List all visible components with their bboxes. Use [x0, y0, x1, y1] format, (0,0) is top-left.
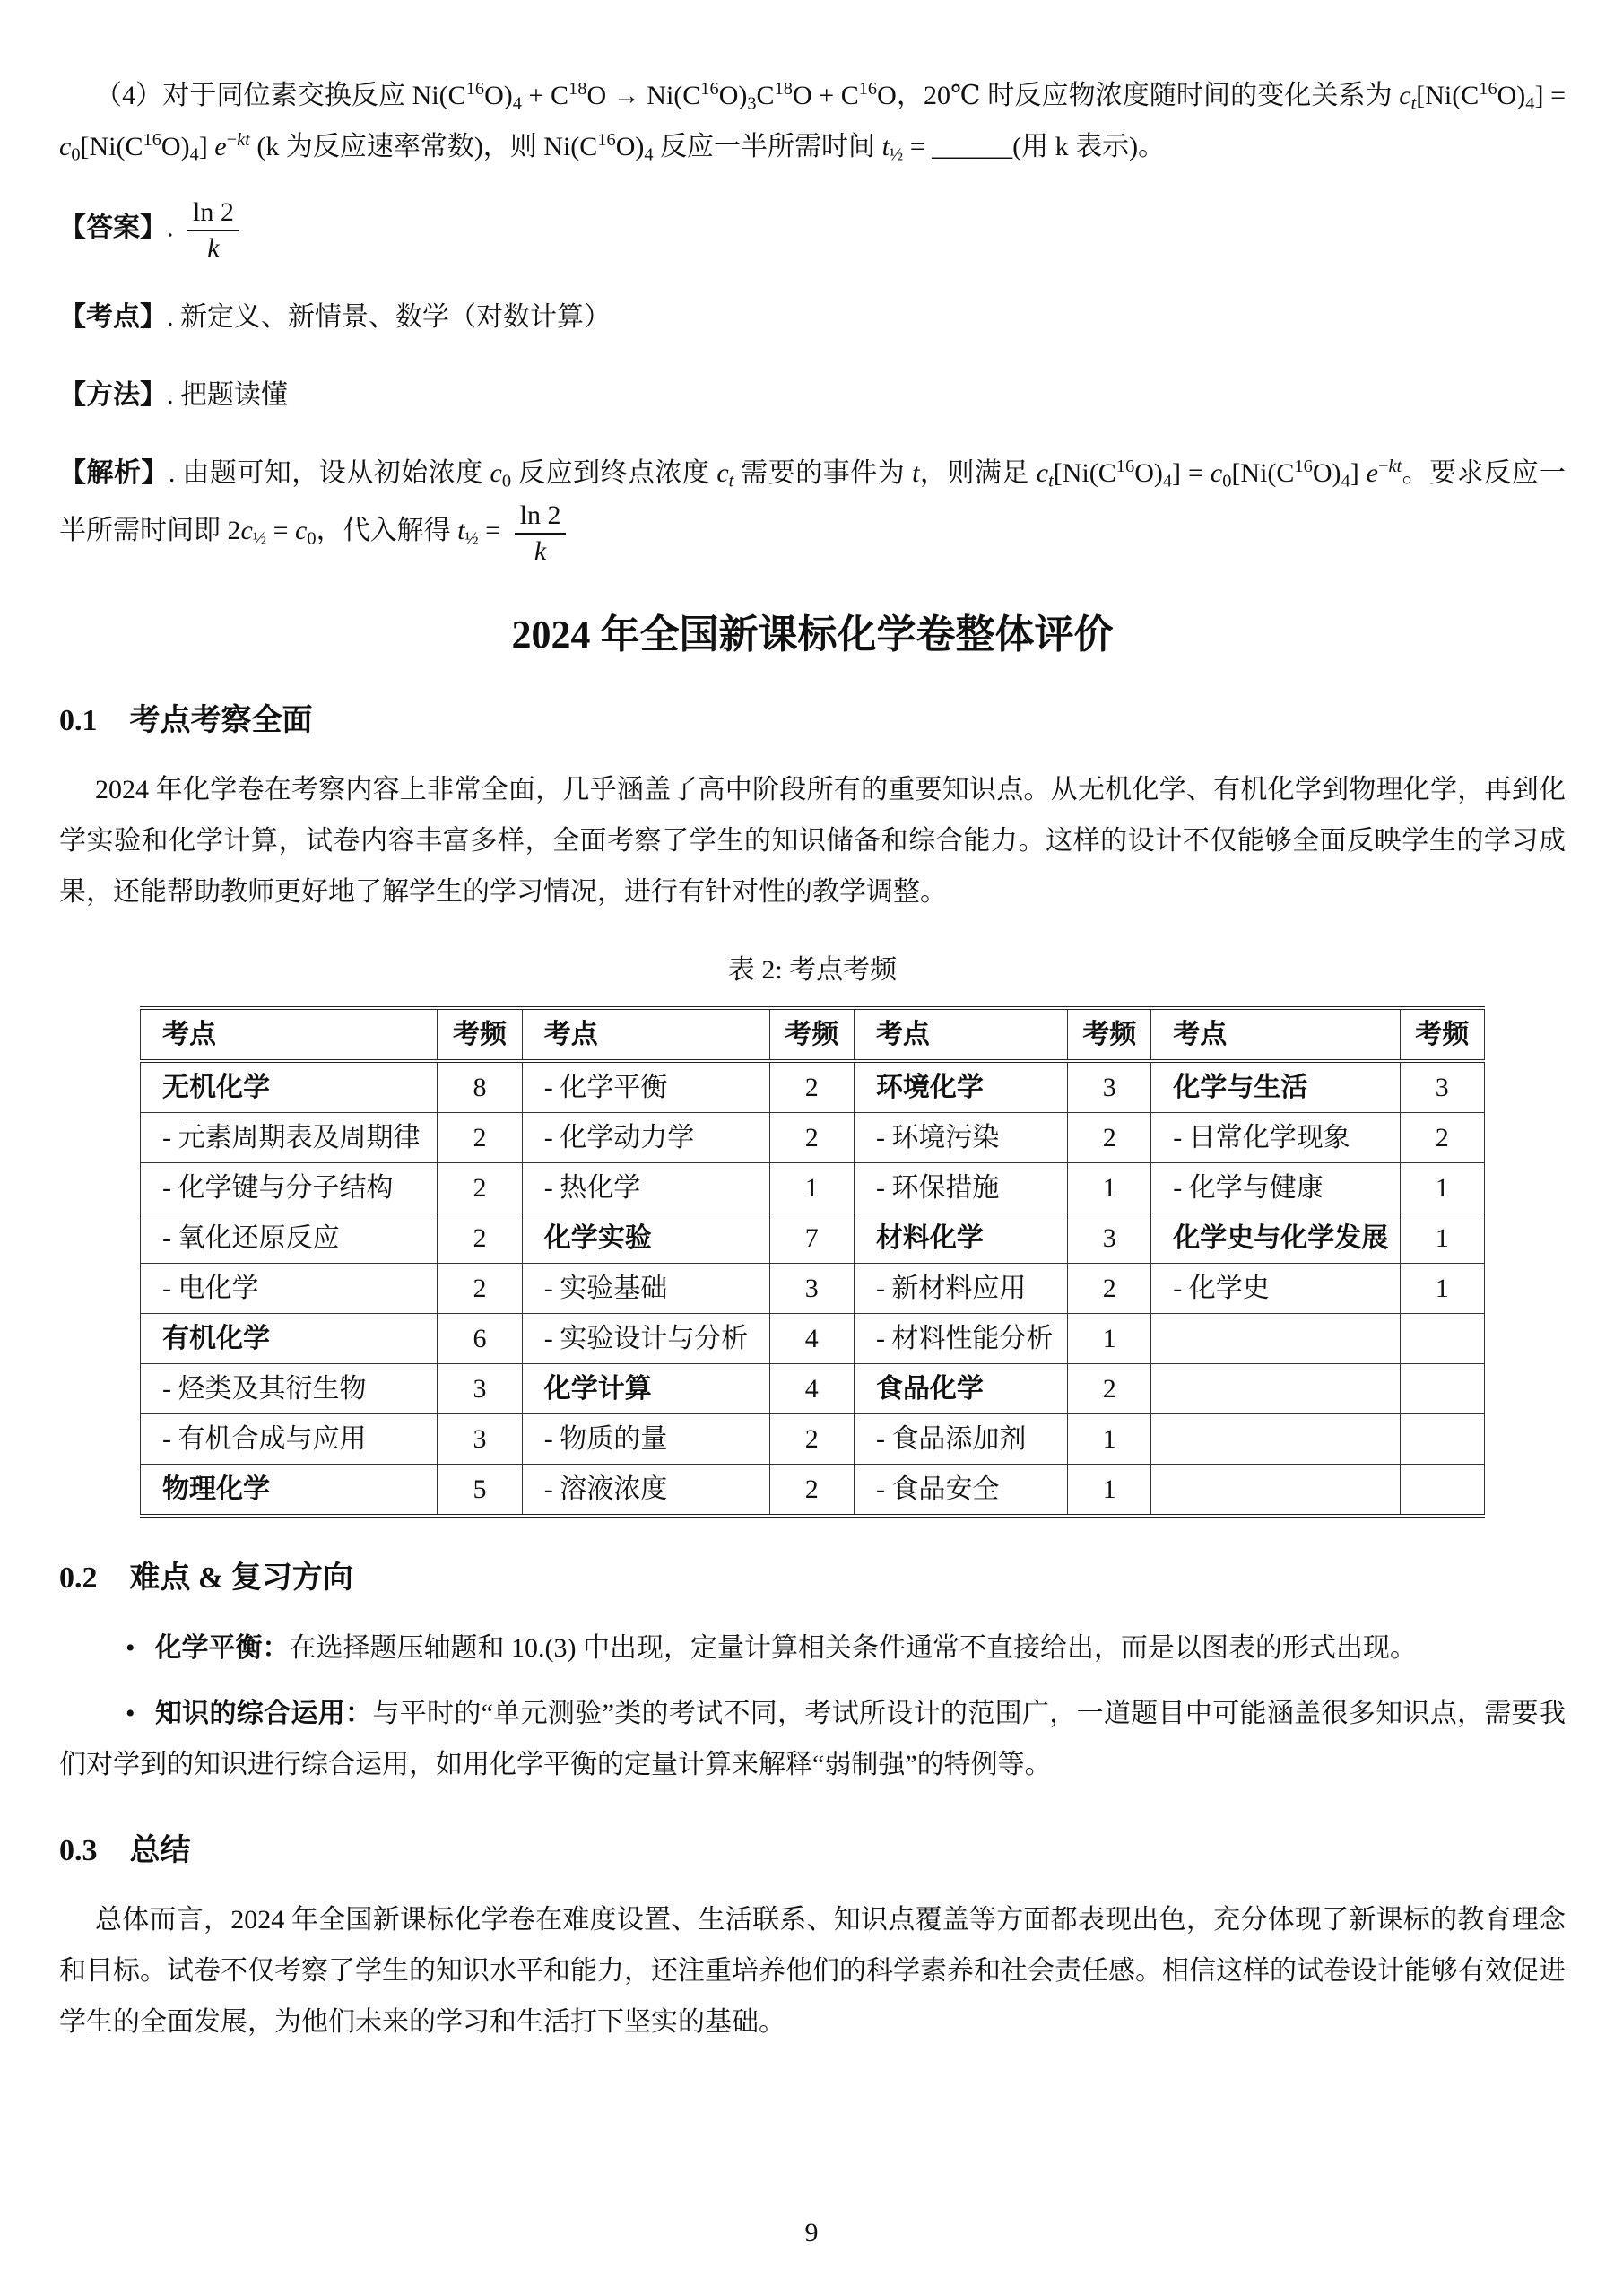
table-cell: - 电化学	[141, 1264, 438, 1314]
table-cell: 5	[438, 1465, 522, 1517]
section-title: 总结	[129, 1833, 191, 1867]
table-cell: 有机化学	[141, 1314, 438, 1364]
document-title: 2024 年全国新课标化学卷整体评价	[511, 613, 1114, 657]
table-row	[141, 1364, 1485, 1414]
table-cell: 2	[438, 1264, 522, 1314]
table-row	[141, 1213, 1485, 1264]
page-number: 9	[804, 2218, 819, 2248]
table-cell: - 氧化还原反应	[141, 1213, 438, 1264]
table-cell: 化学史与化学发展	[1151, 1213, 1400, 1264]
table-row	[141, 1163, 1485, 1213]
section-number: 0.2	[59, 1561, 98, 1596]
table-cell: - 化学平衡	[522, 1061, 769, 1113]
table-cell: 1	[1068, 1163, 1151, 1213]
answer-fraction	[187, 196, 239, 265]
analysis-paragraph	[59, 448, 1566, 568]
table-cell	[1151, 1314, 1400, 1364]
answer-label: 【答案】	[59, 213, 167, 243]
table-header-cell: 考频	[1400, 1008, 1484, 1061]
table-cell: 8	[438, 1061, 522, 1113]
table-cell: - 元素周期表及周期律	[141, 1113, 438, 1163]
table-cell: - 物质的量	[522, 1414, 769, 1465]
table-cell: 1	[1068, 1414, 1151, 1465]
table-cell: 2	[438, 1113, 522, 1163]
table-cell: 无机化学	[141, 1061, 438, 1113]
table-cell: 食品化学	[854, 1364, 1067, 1414]
table-cell: 1	[1400, 1264, 1484, 1314]
table-cell: 2	[769, 1113, 854, 1163]
keypoint-line	[59, 291, 1566, 343]
question-paragraph: （4）对于同位素交换反应 $Ni(C^{16}O)_4 + C^{18}O \to Ni(C^{16}O)_3C^{18}O + C^{16}O$，20℃ 时反应物浓度随时间的变化关系为 $c_t[Ni(C^{16}O)_4] = c_0[Ni(C^{16}O)_4]$ $e^{-kt}$ (k 为反应速率常数)，则 $Ni(C^{16}O)_4$ 反应一半所需时间 $t_{\frac{1}{2}}$ = ______(用 k 表示)。	[59, 78, 1566, 165]
table-cell	[1400, 1465, 1484, 1517]
table-cell: 1	[1068, 1465, 1151, 1517]
analysis-label: 【解析】	[59, 458, 169, 488]
table-cell: - 日常化学现象	[1151, 1113, 1400, 1163]
table-cell: - 化学键与分子结构	[141, 1163, 438, 1213]
table-cell: 2	[769, 1465, 854, 1517]
section-heading-0-3	[59, 1831, 1566, 1871]
keypoint-dot: .	[167, 302, 180, 332]
table-cell: - 化学动力学	[522, 1113, 769, 1163]
table-cell: 4	[769, 1314, 854, 1364]
table-cell: 1	[769, 1163, 854, 1213]
bullet-icon: •	[126, 1698, 135, 1728]
table-cell	[1400, 1414, 1484, 1465]
method-dot: .	[167, 380, 180, 410]
table-cell: 2	[438, 1213, 522, 1264]
section-number: 0.3	[59, 1833, 98, 1867]
table-cell: 化学实验	[522, 1213, 769, 1264]
fraction-denominator: k	[187, 230, 239, 265]
table-body	[141, 1061, 1485, 1516]
fraction-numerator: ln 2	[193, 197, 234, 227]
table-cell	[1151, 1465, 1400, 1517]
table-cell: 4	[769, 1364, 854, 1414]
table-caption: 表 2: 考点考频	[727, 955, 898, 986]
table-cell	[1151, 1414, 1400, 1465]
bullet-item	[59, 1688, 1566, 1790]
bullet-text: 在选择题压轴题和 10.(3) 中出现，定量计算相关条件通常不直接给出，而是以图表的形式出现。	[289, 1632, 1417, 1663]
table-cell: - 溶液浓度	[522, 1465, 769, 1517]
table-cell: - 环保措施	[854, 1163, 1067, 1213]
table-cell: - 化学与健康	[1151, 1163, 1400, 1213]
table-header-row	[141, 1008, 1485, 1061]
table-cell: 材料化学	[854, 1213, 1067, 1264]
table-cell: 7	[769, 1213, 854, 1264]
table-cell: - 材料性能分析	[854, 1314, 1067, 1364]
table-header-cell: 考点	[522, 1008, 769, 1061]
section-title: 难点 & 复习方向	[129, 1561, 353, 1596]
table-cell: 2	[1068, 1364, 1151, 1414]
table-cell: 3	[769, 1264, 854, 1314]
table-cell: 3	[438, 1414, 522, 1465]
section-number: 0.1	[59, 704, 98, 738]
table-cell: 1	[1400, 1163, 1484, 1213]
table-cell: 2	[1400, 1113, 1484, 1163]
keypoint-text: 新定义、新情景、数学（对数计算）	[180, 302, 611, 332]
table-row	[141, 1414, 1485, 1465]
analysis-text: 由题可知，设从初始浓度 $c_0$ 反应到终点浓度 $c_t$ 需要的事件为 t，则满足 $c_t[Ni(C^{16}O)_4] = c_0[Ni(C^{16}O)_4]$ $e^{-kt}$。要求反应一半所需时间即 $2c_{\frac{1}{2}} = c_0$，代入解得 $t_{\frac{1}{2}}$ =	[59, 456, 1567, 550]
table-row	[141, 1061, 1485, 1113]
table-cell: - 化学史	[1151, 1264, 1400, 1314]
table-cell: 1	[1400, 1213, 1484, 1264]
table-cell: 2	[769, 1414, 854, 1465]
method-text: 把题读懂	[180, 380, 288, 410]
table-header-cell: 考频	[769, 1008, 854, 1061]
table-header	[141, 1008, 1485, 1061]
table-cell: - 环境污染	[854, 1113, 1067, 1163]
table-row	[141, 1264, 1485, 1314]
section-0-3-paragraph: 总体而言，2024 年全国新课标化学卷在难度设置、生活联系、知识点覆盖等方面都表现出色，充分体现了新课标的教育理念和目标。试卷不仅考察了学生的知识水平和能力，还注重培养他们的科学素养和社会责任感。相信这样的试卷设计能够有效促进学生的全面发展，为他们未来的学习和生活打下坚实的基础。	[59, 1904, 1566, 2037]
table-cell: 6	[438, 1314, 522, 1364]
table-cell: 化学计算	[522, 1364, 769, 1414]
table-cell	[1151, 1364, 1400, 1414]
bullet-icon: •	[126, 1632, 135, 1663]
table-cell: 3	[1068, 1213, 1151, 1264]
table-row	[141, 1314, 1485, 1364]
table-cell: 物理化学	[141, 1465, 438, 1517]
table-cell: - 烃类及其衍生物	[141, 1364, 438, 1414]
table-cell: 2	[1068, 1113, 1151, 1163]
table-cell	[1400, 1314, 1484, 1364]
table-cell: - 新材料应用	[854, 1264, 1067, 1314]
table-row	[141, 1465, 1485, 1517]
table-header-cell: 考频	[1068, 1008, 1151, 1061]
bullet-label: 知识的综合运用：	[154, 1698, 373, 1728]
table-cell: - 实验基础	[522, 1264, 769, 1314]
table-cell: 环境化学	[854, 1061, 1067, 1113]
fraction-numerator: ln 2	[519, 500, 561, 530]
table-header-cell: 考点	[854, 1008, 1067, 1061]
bullet-text: 与平时的“单元测验”类的考试不同，考试所设计的范围广，一道题目中可能涵盖很多知识点，需要我们对学到的知识进行综合运用，如用化学平衡的定量计算来解释“弱制强”的特例等。	[59, 1698, 1567, 1779]
section-heading-0-1	[59, 701, 1566, 741]
table-cell: 2	[1068, 1264, 1151, 1314]
table-cell: 2	[438, 1163, 522, 1213]
table-cell: - 有机合成与应用	[141, 1414, 438, 1465]
table-cell: 1	[1068, 1314, 1151, 1364]
section-0-1-paragraph: 2024 年化学卷在考察内容上非常全面，几乎涵盖了高中阶段所有的重要知识点。从无机化学、有机化学到物理化学，再到化学实验和化学计算，试卷内容丰富多样，全面考察了学生的知识储备和综合能力。这样的设计不仅能够全面反映学生的学习成果，还能帮助教师更好地了解学生的学习情况，进行有针对性的教学调整。	[59, 775, 1566, 908]
analysis-dot: .	[168, 458, 183, 488]
analysis-fraction	[515, 499, 567, 568]
answer-dot: .	[167, 213, 180, 243]
table-cell: 2	[769, 1061, 854, 1113]
fraction-denominator: k	[515, 533, 567, 569]
table-header-cell: 考频	[438, 1008, 522, 1061]
method-label: 【方法】	[59, 380, 167, 410]
section-title: 考点考察全面	[129, 704, 313, 738]
table-cell: - 食品添加剂	[854, 1414, 1067, 1465]
bullet-item	[59, 1622, 1566, 1674]
topic-frequency-table	[140, 1006, 1485, 1518]
table-cell: 化学与生活	[1151, 1061, 1400, 1113]
table-cell: - 实验设计与分析	[522, 1314, 769, 1364]
table-header-cell: 考点	[1151, 1008, 1400, 1061]
table-cell: 3	[438, 1364, 522, 1414]
table-cell: 3	[1068, 1061, 1151, 1113]
table-cell: 3	[1400, 1061, 1484, 1113]
answer-line	[59, 196, 1566, 265]
method-line	[59, 370, 1566, 421]
section-heading-0-2	[59, 1559, 1566, 1598]
table-cell	[1400, 1364, 1484, 1414]
bullet-label: 化学平衡：	[154, 1632, 290, 1663]
table-cell: - 食品安全	[854, 1465, 1067, 1517]
table-header-cell: 考点	[141, 1008, 438, 1061]
keypoint-label: 【考点】	[59, 302, 167, 332]
table-cell: - 热化学	[522, 1163, 769, 1213]
table-row	[141, 1113, 1485, 1163]
